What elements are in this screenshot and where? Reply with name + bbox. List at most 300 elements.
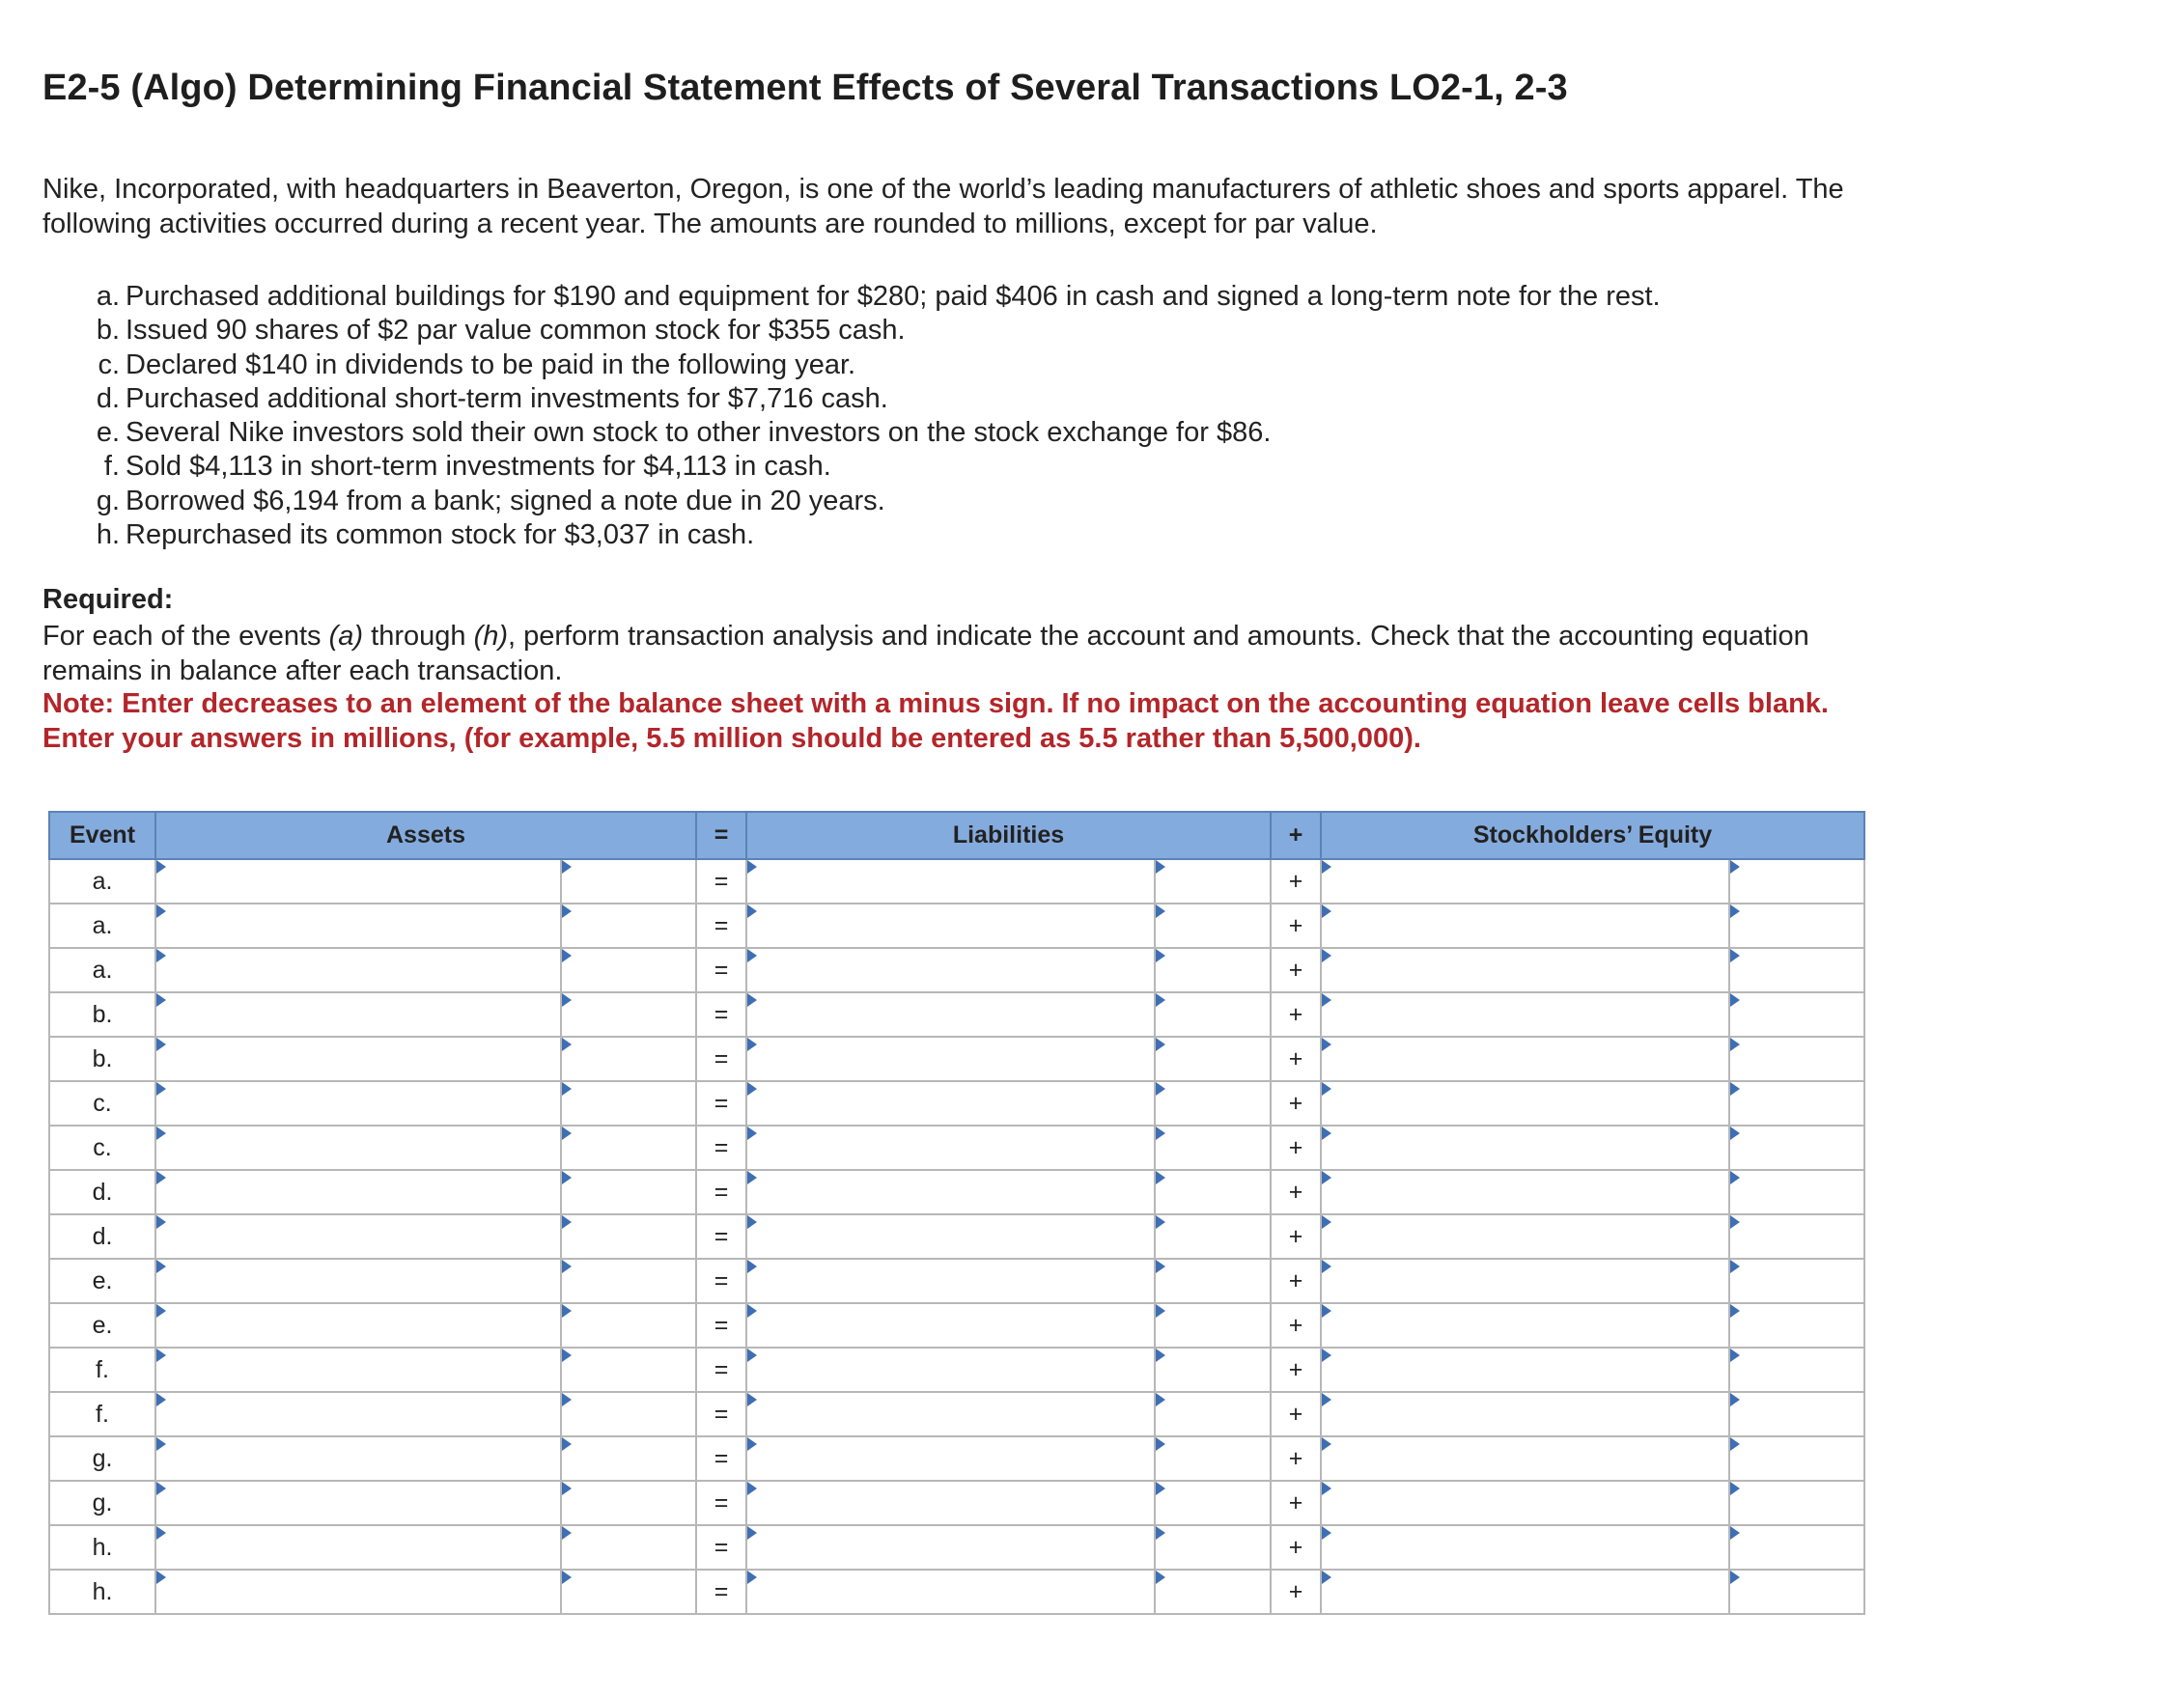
equity-account-input-cell <box>1321 1392 1729 1436</box>
event-label: e. <box>49 1303 155 1348</box>
activity-text: Repurchased its common stock for $3,037 in cash. <box>126 519 755 551</box>
equity-account-input[interactable] <box>1322 1482 1728 1524</box>
equals-sign: = <box>696 859 746 904</box>
equals-sign: = <box>696 1037 746 1081</box>
liabilities-amount-input[interactable] <box>1156 904 1270 947</box>
activity-text: Issued 90 shares of $2 par value common stock for $355 cash. <box>126 315 906 347</box>
liabilities-account-input[interactable] <box>747 1215 1154 1258</box>
equals-sign: = <box>696 1170 746 1214</box>
equals-sign: = <box>696 992 746 1037</box>
assets-account-input-cell <box>155 948 561 992</box>
liabilities-account-input[interactable] <box>747 993 1154 1036</box>
assets-amount-input[interactable] <box>562 1171 695 1213</box>
assets-amount-input[interactable] <box>562 949 695 991</box>
assets-amount-input[interactable] <box>562 1437 695 1480</box>
liabilities-amount-input-cell <box>1155 1481 1271 1525</box>
equity-amount-input-cell <box>1729 859 1864 904</box>
equals-sign: = <box>696 1436 746 1481</box>
equity-account-input-cell <box>1321 1525 1729 1570</box>
equals-sign: = <box>696 1214 746 1259</box>
assets-amount-input[interactable] <box>562 860 695 903</box>
equity-account-input-cell <box>1321 1481 1729 1525</box>
liabilities-account-input-cell <box>746 1525 1155 1570</box>
equity-amount-input[interactable] <box>1730 1437 1863 1480</box>
liabilities-account-input-cell <box>746 1037 1155 1081</box>
liabilities-account-input[interactable] <box>747 904 1154 947</box>
liabilities-amount-input[interactable] <box>1156 1482 1270 1524</box>
event-label: b. <box>49 1037 155 1081</box>
equity-amount-input-cell <box>1729 1348 1864 1392</box>
equity-amount-input-cell <box>1729 1303 1864 1348</box>
assets-amount-input-cell <box>561 1259 696 1303</box>
liabilities-amount-input-cell <box>1155 1214 1271 1259</box>
assets-amount-input-cell <box>561 1081 696 1126</box>
liabilities-amount-input[interactable] <box>1156 1082 1270 1125</box>
equity-amount-input-cell <box>1729 1481 1864 1525</box>
event-label: g. <box>49 1481 155 1525</box>
assets-account-input-cell <box>155 1126 561 1170</box>
event-label: g. <box>49 1436 155 1481</box>
assets-account-input[interactable] <box>156 1082 560 1125</box>
assets-account-input[interactable] <box>156 860 560 903</box>
note-text: Note: Enter decreases to an element of the balance sheet with a minus sign. If no impact on the accounting equation leave cells blank. Enter your answers in millions, (for example, 5.5 million should be entered as 5.5 rather than 5,500,000). <box>42 688 1829 754</box>
liabilities-amount-input[interactable] <box>1156 1437 1270 1480</box>
liabilities-account-input[interactable] <box>747 1393 1154 1435</box>
event-label: c. <box>49 1081 155 1126</box>
equity-amount-input[interactable] <box>1730 1482 1863 1524</box>
required-heading: Required: <box>42 584 174 615</box>
equity-account-input-cell <box>1321 1081 1729 1126</box>
liabilities-amount-input[interactable] <box>1156 1393 1270 1435</box>
equity-account-input-cell <box>1321 992 1729 1037</box>
assets-account-input-cell <box>155 1214 561 1259</box>
equity-amount-input-cell <box>1729 992 1864 1037</box>
assets-amount-input[interactable] <box>562 904 695 947</box>
assets-amount-input-cell <box>561 992 696 1037</box>
plus-sign: + <box>1271 1303 1321 1348</box>
assets-amount-input-cell <box>561 948 696 992</box>
event-label: d. <box>49 1214 155 1259</box>
equity-amount-input[interactable] <box>1730 860 1863 903</box>
liabilities-amount-input-cell <box>1155 904 1271 948</box>
plus-sign: + <box>1271 1214 1321 1259</box>
assets-account-input-cell <box>155 904 561 948</box>
liabilities-account-input-cell <box>746 1259 1155 1303</box>
assets-account-input[interactable] <box>156 1127 560 1169</box>
table-row <box>49 1170 1864 1214</box>
liabilities-account-input[interactable] <box>747 1437 1154 1480</box>
transaction-table <box>48 811 1865 1615</box>
equity-amount-input[interactable] <box>1730 993 1863 1036</box>
activity-text: Purchased additional buildings for $190 and equipment for $280; paid $406 in cash and signed a long-term note for the rest. <box>126 281 1661 312</box>
table-row <box>49 859 1864 904</box>
equity-account-input[interactable] <box>1322 1437 1728 1480</box>
equals-sign: = <box>696 1525 746 1570</box>
assets-amount-input[interactable] <box>562 1349 695 1391</box>
equity-amount-input[interactable] <box>1730 1038 1863 1080</box>
equity-amount-input-cell <box>1729 1525 1864 1570</box>
required-text: (h) <box>473 621 509 652</box>
liabilities-amount-input[interactable] <box>1156 1571 1270 1613</box>
equity-amount-input-cell <box>1729 1436 1864 1481</box>
equity-account-input[interactable] <box>1322 1038 1728 1080</box>
equity-account-input[interactable] <box>1322 1526 1728 1569</box>
assets-amount-input[interactable] <box>562 1393 695 1435</box>
table-row <box>49 904 1864 948</box>
table-row <box>49 1259 1864 1303</box>
liabilities-account-input-cell <box>746 859 1155 904</box>
equity-amount-input[interactable] <box>1730 949 1863 991</box>
equals-sign: = <box>696 1081 746 1126</box>
equity-amount-input-cell <box>1729 904 1864 948</box>
activity-letter: f. <box>103 451 120 483</box>
list-item <box>89 280 1661 314</box>
equity-amount-input[interactable] <box>1730 1526 1863 1569</box>
liabilities-amount-input[interactable] <box>1156 1215 1270 1258</box>
plus-sign: + <box>1271 1081 1321 1126</box>
plus-sign: + <box>1271 1259 1321 1303</box>
liabilities-amount-input-cell <box>1155 1436 1271 1481</box>
equals-sign: = <box>696 1259 746 1303</box>
assets-amount-input[interactable] <box>562 1127 695 1169</box>
list-item <box>89 314 1661 348</box>
liabilities-amount-input-cell <box>1155 1570 1271 1614</box>
equity-account-input-cell <box>1321 1303 1729 1348</box>
table-row <box>49 1348 1864 1392</box>
liabilities-account-input[interactable] <box>747 1127 1154 1169</box>
liabilities-column-header: Liabilities <box>746 812 1271 859</box>
table-row <box>49 1525 1864 1570</box>
plus-column-header: + <box>1271 812 1321 859</box>
assets-amount-input-cell <box>561 1214 696 1259</box>
liabilities-account-input[interactable] <box>747 1526 1154 1569</box>
assets-account-input-cell <box>155 1570 561 1614</box>
assets-account-input[interactable] <box>156 1349 560 1391</box>
required-text: For each of the events <box>42 621 329 652</box>
assets-account-input-cell <box>155 1170 561 1214</box>
event-label: a. <box>49 904 155 948</box>
liabilities-amount-input-cell <box>1155 948 1271 992</box>
liabilities-account-input[interactable] <box>747 1349 1154 1391</box>
activity-list <box>89 280 1661 552</box>
assets-amount-input-cell <box>561 1170 696 1214</box>
page-title: E2-5 (Algo) Determining Financial Statement Effects of Several Transactions LO2-1, 2-3 <box>42 68 1568 108</box>
assets-amount-input-cell <box>561 1570 696 1614</box>
liabilities-account-input-cell <box>746 1303 1155 1348</box>
assets-account-input-cell <box>155 859 561 904</box>
equity-account-input-cell <box>1321 1570 1729 1614</box>
assets-amount-input-cell <box>561 904 696 948</box>
event-label: f. <box>49 1348 155 1392</box>
liabilities-amount-input-cell <box>1155 1081 1271 1126</box>
assets-amount-input-cell <box>561 1126 696 1170</box>
plus-sign: + <box>1271 1481 1321 1525</box>
liabilities-account-input[interactable] <box>747 1482 1154 1524</box>
liabilities-account-input-cell <box>746 1170 1155 1214</box>
equity-amount-input[interactable] <box>1730 1127 1863 1169</box>
list-item <box>89 450 1661 484</box>
assets-account-input[interactable] <box>156 1171 560 1213</box>
liabilities-amount-input-cell <box>1155 859 1271 904</box>
table-row <box>49 948 1864 992</box>
assets-amount-input[interactable] <box>562 1526 695 1569</box>
table-row <box>49 1570 1864 1614</box>
assets-account-input-cell <box>155 1436 561 1481</box>
plus-sign: + <box>1271 1525 1321 1570</box>
equity-account-input[interactable] <box>1322 1260 1728 1302</box>
assets-account-input[interactable] <box>156 1571 560 1613</box>
equity-amount-input-cell <box>1729 948 1864 992</box>
assets-account-input[interactable] <box>156 993 560 1036</box>
assets-amount-input[interactable] <box>562 1038 695 1080</box>
required-instructions <box>42 620 1877 688</box>
equity-account-input-cell <box>1321 1259 1729 1303</box>
equals-column-header: = <box>696 812 746 859</box>
equity-account-input[interactable] <box>1322 1127 1728 1169</box>
liabilities-account-input[interactable] <box>747 949 1154 991</box>
event-label: b. <box>49 992 155 1037</box>
liabilities-account-input-cell <box>746 948 1155 992</box>
list-item <box>89 518 1661 552</box>
liabilities-account-input-cell <box>746 1436 1155 1481</box>
assets-amount-input-cell <box>561 1392 696 1436</box>
liabilities-amount-input-cell <box>1155 1392 1271 1436</box>
liabilities-account-input[interactable] <box>747 1171 1154 1213</box>
plus-sign: + <box>1271 904 1321 948</box>
assets-amount-input-cell <box>561 1037 696 1081</box>
equity-account-input[interactable] <box>1322 1571 1728 1613</box>
assets-amount-input-cell <box>561 1525 696 1570</box>
liabilities-amount-input[interactable] <box>1156 1526 1270 1569</box>
equity-amount-input[interactable] <box>1730 1260 1863 1302</box>
equity-account-input[interactable] <box>1322 904 1728 947</box>
liabilities-amount-input[interactable] <box>1156 1304 1270 1347</box>
plus-sign: + <box>1271 1348 1321 1392</box>
liabilities-account-input-cell <box>746 1126 1155 1170</box>
liabilities-amount-input[interactable] <box>1156 1038 1270 1080</box>
equity-account-input[interactable] <box>1322 1393 1728 1435</box>
list-item <box>89 348 1661 382</box>
event-label: f. <box>49 1392 155 1436</box>
list-item <box>89 382 1661 416</box>
activity-letter: a. <box>96 281 120 312</box>
equity-amount-input[interactable] <box>1730 904 1863 947</box>
plus-sign: + <box>1271 1170 1321 1214</box>
assets-amount-input-cell <box>561 1303 696 1348</box>
liabilities-amount-input-cell <box>1155 1348 1271 1392</box>
equity-account-input[interactable] <box>1322 860 1728 903</box>
event-label: a. <box>49 859 155 904</box>
table-header-row <box>49 812 1864 859</box>
equity-amount-input[interactable] <box>1730 1349 1863 1391</box>
liabilities-amount-input[interactable] <box>1156 1260 1270 1302</box>
equals-sign: = <box>696 1392 746 1436</box>
table-row <box>49 1303 1864 1348</box>
event-column-header: Event <box>49 812 155 859</box>
liabilities-amount-input-cell <box>1155 1126 1271 1170</box>
assets-account-input[interactable] <box>156 1437 560 1480</box>
list-item <box>89 416 1661 450</box>
equity-account-input-cell <box>1321 1436 1729 1481</box>
table-row <box>49 1037 1864 1081</box>
assets-amount-input[interactable] <box>562 1215 695 1258</box>
activity-text: Declared $140 in dividends to be paid in the following year. <box>126 348 856 380</box>
liabilities-account-input[interactable] <box>747 860 1154 903</box>
equity-account-input[interactable] <box>1322 949 1728 991</box>
assets-amount-input[interactable] <box>562 1571 695 1613</box>
liabilities-account-input-cell <box>746 992 1155 1037</box>
equity-amount-input[interactable] <box>1730 1393 1863 1435</box>
equals-sign: = <box>696 1348 746 1392</box>
assets-account-input[interactable] <box>156 1393 560 1435</box>
assets-account-input[interactable] <box>156 1526 560 1569</box>
plus-sign: + <box>1271 992 1321 1037</box>
liabilities-account-input-cell <box>746 1348 1155 1392</box>
list-item <box>89 485 1661 518</box>
assets-account-input[interactable] <box>156 904 560 947</box>
table-row <box>49 1481 1864 1525</box>
equity-account-input-cell <box>1321 1170 1729 1214</box>
equals-sign: = <box>696 1481 746 1525</box>
table-row <box>49 1392 1864 1436</box>
liabilities-amount-input[interactable] <box>1156 949 1270 991</box>
activity-letter: h. <box>96 519 120 551</box>
equity-amount-input[interactable] <box>1730 1571 1863 1613</box>
table-row <box>49 1436 1864 1481</box>
equity-account-input[interactable] <box>1322 1215 1728 1258</box>
table-row <box>49 1214 1864 1259</box>
activity-letter: g. <box>96 485 120 516</box>
liabilities-account-input[interactable] <box>747 1038 1154 1080</box>
liabilities-amount-input-cell <box>1155 1170 1271 1214</box>
event-label: c. <box>49 1126 155 1170</box>
activity-letter: b. <box>96 315 120 347</box>
liabilities-amount-input-cell <box>1155 1037 1271 1081</box>
equals-sign: = <box>696 948 746 992</box>
assets-account-input[interactable] <box>156 949 560 991</box>
equals-sign: = <box>696 1570 746 1614</box>
equity-amount-input[interactable] <box>1730 1215 1863 1258</box>
equity-account-input-cell <box>1321 948 1729 992</box>
activity-text: Sold $4,113 in short-term investments for $4,113 in cash. <box>126 451 831 483</box>
assets-account-input[interactable] <box>156 1038 560 1080</box>
activity-text: Borrowed $6,194 from a bank; signed a note due in 20 years. <box>126 485 885 516</box>
plus-sign: + <box>1271 859 1321 904</box>
assets-amount-input[interactable] <box>562 993 695 1036</box>
equity-amount-input-cell <box>1729 1392 1864 1436</box>
event-label: h. <box>49 1525 155 1570</box>
liabilities-amount-input[interactable] <box>1156 860 1270 903</box>
equity-account-input[interactable] <box>1322 1349 1728 1391</box>
liabilities-account-input-cell <box>746 1081 1155 1126</box>
event-label: h. <box>49 1570 155 1614</box>
equity-account-input-cell <box>1321 1037 1729 1081</box>
liabilities-account-input-cell <box>746 1214 1155 1259</box>
plus-sign: + <box>1271 1436 1321 1481</box>
assets-amount-input[interactable] <box>562 1482 695 1524</box>
plus-sign: + <box>1271 1570 1321 1614</box>
assets-account-input-cell <box>155 1481 561 1525</box>
equity-amount-input-cell <box>1729 1570 1864 1614</box>
assets-amount-input[interactable] <box>562 1082 695 1125</box>
liabilities-amount-input-cell <box>1155 1259 1271 1303</box>
table-row <box>49 1126 1864 1170</box>
equity-account-input-cell <box>1321 904 1729 948</box>
assets-account-input-cell <box>155 1525 561 1570</box>
liabilities-account-input-cell <box>746 904 1155 948</box>
assets-column-header: Assets <box>155 812 696 859</box>
plus-sign: + <box>1271 1392 1321 1436</box>
intro-paragraph: Nike, Incorporated, with headquarters in Beaverton, Oregon, is one of the world’s leading manufacturers of athletic shoes and sports apparel. The following activities occurred during a recent year. The amounts are rounded to millions, except for par value. <box>42 174 1844 239</box>
activity-letter: c. <box>98 348 120 380</box>
equity-account-input-cell <box>1321 1214 1729 1259</box>
equity-account-input[interactable] <box>1322 1304 1728 1347</box>
equals-sign: = <box>696 1303 746 1348</box>
assets-amount-input[interactable] <box>562 1260 695 1302</box>
liabilities-amount-input[interactable] <box>1156 1349 1270 1391</box>
assets-account-input-cell <box>155 1392 561 1436</box>
table-row <box>49 992 1864 1037</box>
equals-sign: = <box>696 904 746 948</box>
liabilities-account-input[interactable] <box>747 1571 1154 1613</box>
liabilities-amount-input[interactable] <box>1156 1171 1270 1213</box>
equity-account-input[interactable] <box>1322 1171 1728 1213</box>
liabilities-amount-input[interactable] <box>1156 993 1270 1036</box>
assets-account-input[interactable] <box>156 1260 560 1302</box>
assets-account-input-cell <box>155 1037 561 1081</box>
plus-sign: + <box>1271 1126 1321 1170</box>
required-text: (a) <box>328 621 364 652</box>
liabilities-account-input[interactable] <box>747 1260 1154 1302</box>
required-text: , perform transaction analysis and indicate the account and amounts. Check that the accounting equation remains in balance after each transaction. <box>42 621 1809 686</box>
equity-amount-input-cell <box>1729 1126 1864 1170</box>
liabilities-amount-input-cell <box>1155 992 1271 1037</box>
assets-account-input-cell <box>155 1303 561 1348</box>
equity-amount-input-cell <box>1729 1170 1864 1214</box>
equity-account-input[interactable] <box>1322 1082 1728 1125</box>
liabilities-account-input[interactable] <box>747 1082 1154 1125</box>
equity-account-input[interactable] <box>1322 993 1728 1036</box>
assets-amount-input-cell <box>561 859 696 904</box>
plus-sign: + <box>1271 948 1321 992</box>
equity-amount-input[interactable] <box>1730 1082 1863 1125</box>
equity-amount-input-cell <box>1729 1259 1864 1303</box>
assets-account-input-cell <box>155 992 561 1037</box>
assets-account-input[interactable] <box>156 1215 560 1258</box>
liabilities-amount-input-cell <box>1155 1303 1271 1348</box>
equity-account-input-cell <box>1321 1348 1729 1392</box>
assets-account-input[interactable] <box>156 1482 560 1524</box>
equals-sign: = <box>696 1126 746 1170</box>
equity-account-input-cell <box>1321 1126 1729 1170</box>
equity-amount-input-cell <box>1729 1214 1864 1259</box>
assets-amount-input[interactable] <box>562 1304 695 1347</box>
liabilities-account-input[interactable] <box>747 1304 1154 1347</box>
equity-amount-input[interactable] <box>1730 1171 1863 1213</box>
activity-text: Purchased additional short-term investments for $7,716 cash. <box>126 382 888 414</box>
liabilities-account-input-cell <box>746 1481 1155 1525</box>
assets-account-input[interactable] <box>156 1304 560 1347</box>
equity-amount-input[interactable] <box>1730 1304 1863 1347</box>
liabilities-amount-input-cell <box>1155 1525 1271 1570</box>
plus-sign: + <box>1271 1037 1321 1081</box>
equity-amount-input-cell <box>1729 1081 1864 1126</box>
activity-letter: d. <box>96 382 120 414</box>
activity-text: Several Nike investors sold their own stock to other investors on the stock exchange for $86. <box>126 417 1272 449</box>
liabilities-account-input-cell <box>746 1392 1155 1436</box>
assets-account-input-cell <box>155 1081 561 1126</box>
liabilities-amount-input[interactable] <box>1156 1127 1270 1169</box>
